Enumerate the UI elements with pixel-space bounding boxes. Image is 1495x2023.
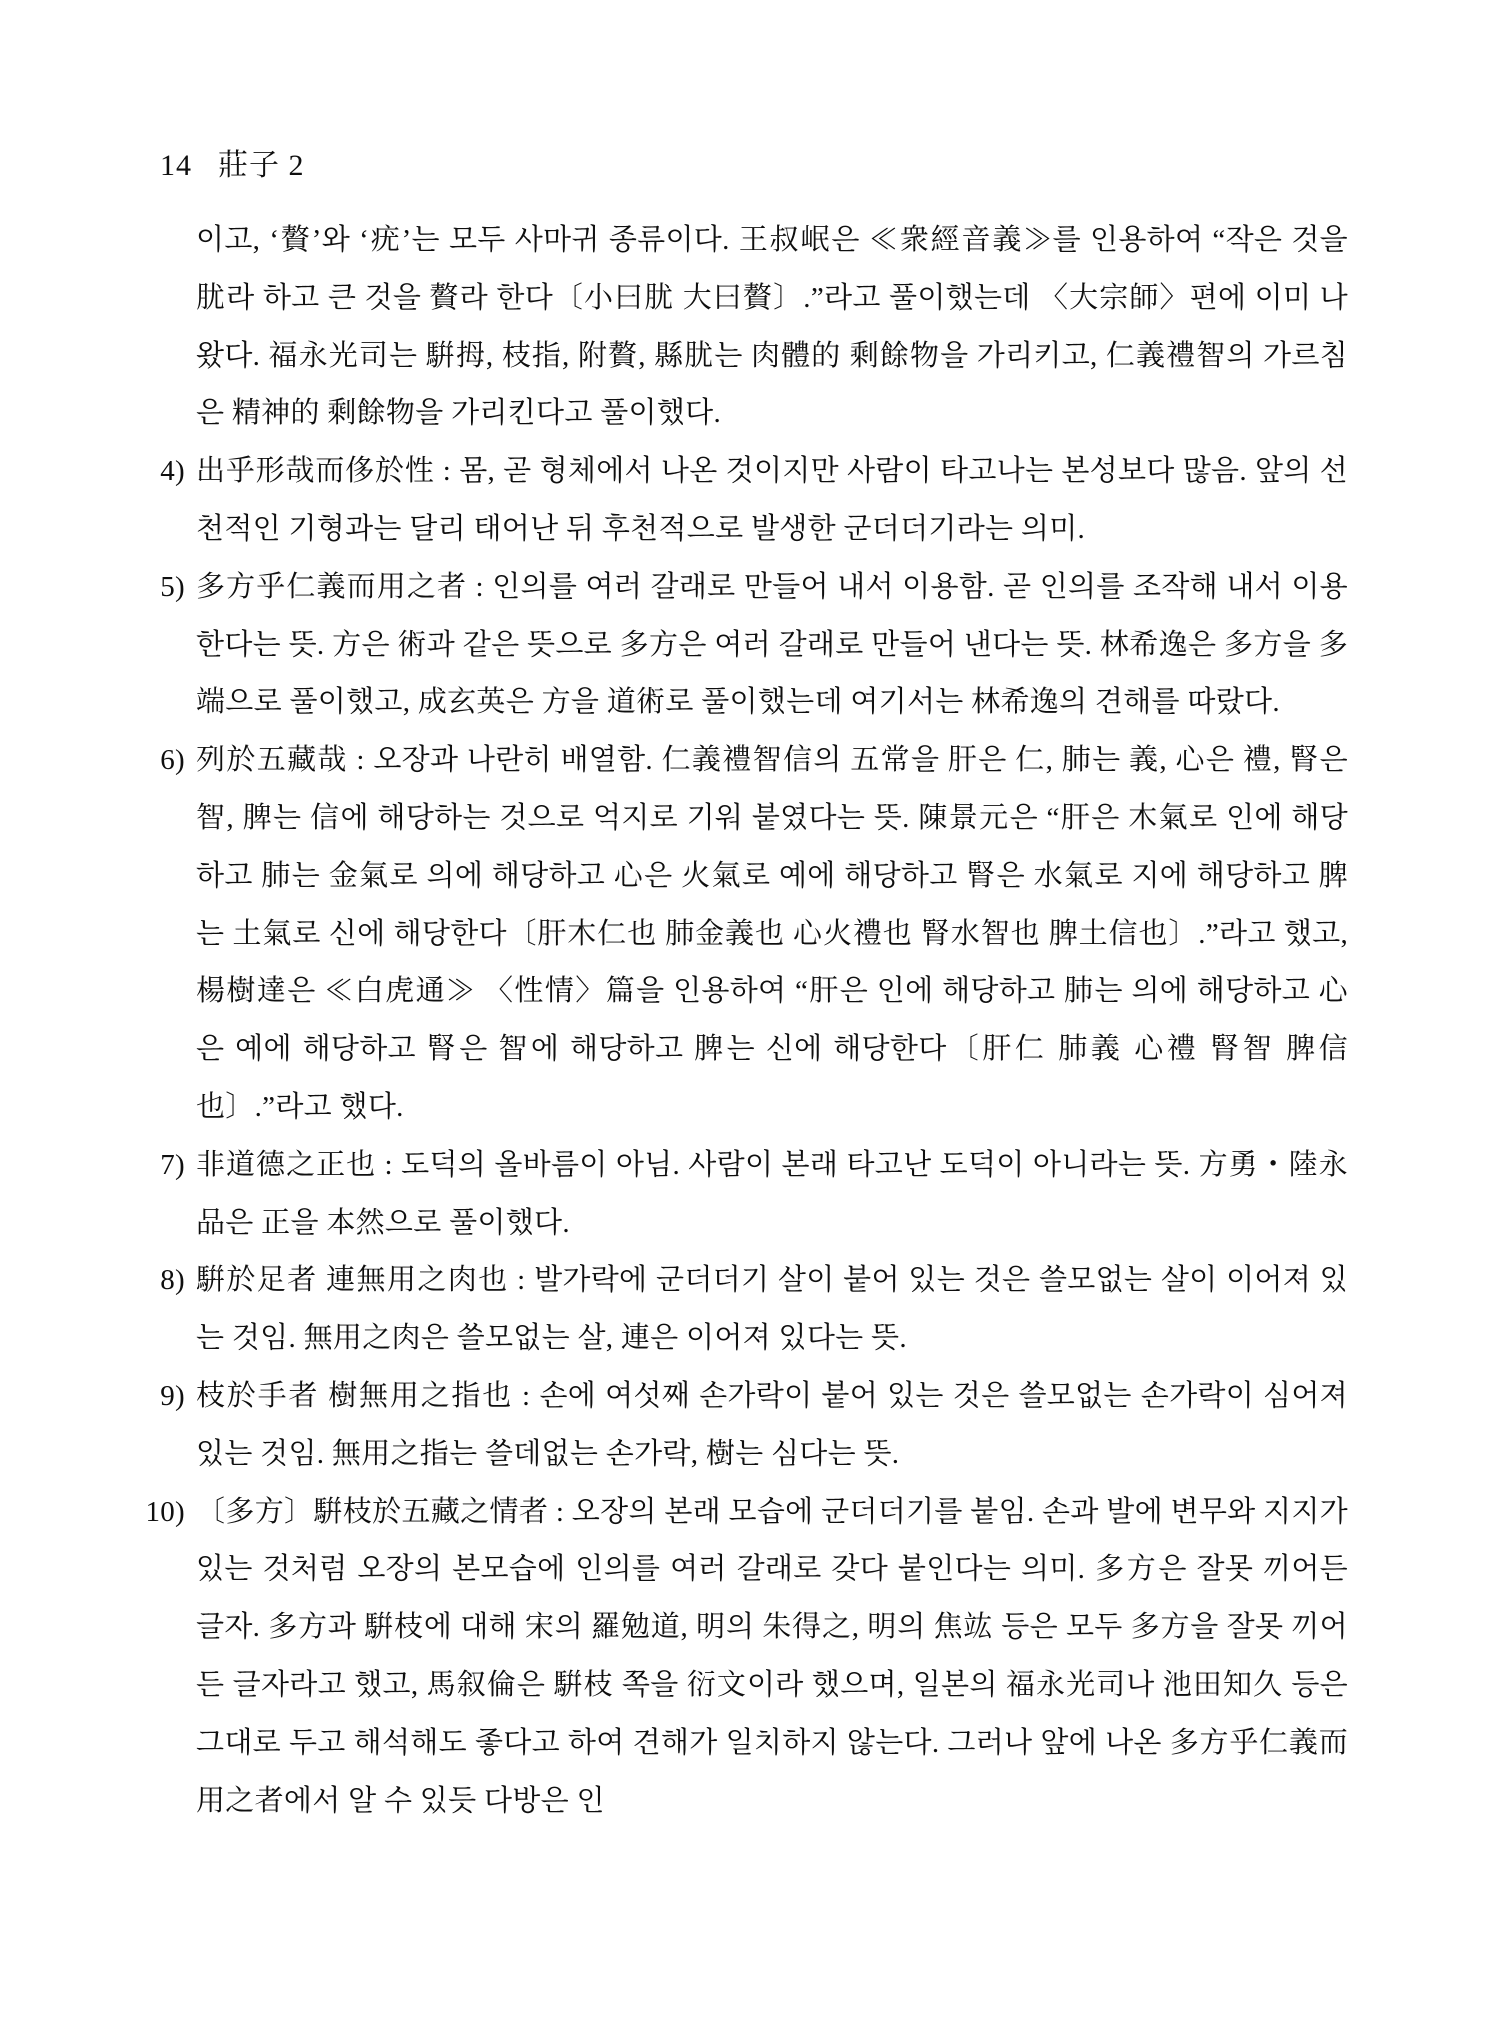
continued-paragraph: [196, 212, 1348, 443]
annotation-number: 7): [160, 1148, 185, 1181]
annotation-number: 4): [160, 455, 185, 488]
annotation-number: 9): [160, 1379, 185, 1412]
annotation-block: [145, 212, 1348, 1830]
annotation-text: 出乎形哉而侈於性 : 몸, 곧 형체에서 나온 것이지만 사람이 타고나는 본성보다 많음. 앞의 선천적인 기형과는 달리 태어난 뒤 후천적으로 발생한 군더더기라는 의미.: [196, 455, 1348, 545]
annotation-item-9: [160, 1368, 1348, 1484]
annotation-text: 騈於足者 連無用之肉也 : 발가락에 군더더기 살이 붙어 있는 것은 쓸모없는 살이 이어져 있는 것임. 無用之肉은 쓸모없는 살, 連은 이어져 있다는 뜻.: [196, 1264, 1348, 1355]
annotation-item-4: [160, 443, 1348, 559]
annotation-number: 10): [145, 1495, 185, 1528]
annotation-text: 非道德之正也 : 도덕의 올바름이 아님. 사람이 본래 타고난 도덕이 아니라는 뜻. 方勇・陸永品은 正을 本然으로 풀이했다.: [196, 1148, 1348, 1239]
annotation-text: 列於五藏哉 : 오장과 나란히 배열함. 仁義禮智信의 五常을 肝은 仁, 肺는 義, 心은 禮, 腎은 智, 脾는 信에 해당하는 것으로 억지로 기워 붙였다는 뜻. 陳景元은 “肝은 木氣로 인에 해당하고 肺는 金氣로 의에 해당하고 心은 火氣로 예에 해당하고 腎은 水氣로 지에 해당하고 脾는 土氣로 신에 해당한다〔肝木仁也 肺金義也 心火禮也 腎水智也 脾土信也〕.”라고 했고, 楊樹達은 ≪白虎通≫ 〈性情〉篇을 인용하여 “肝은 인에 해당하고 肺는 의에 해당하고 心은 예에 해당하고 腎은 智에 해당하고 脾는 신에 해당한다〔肝仁 肺義 心禮 腎智 脾信也〕.”라고 했다.: [196, 744, 1348, 1123]
book-title: 莊子 2: [218, 149, 305, 182]
page-number: 14: [160, 149, 192, 182]
page-header: [160, 140, 305, 184]
annotation-item-7: [160, 1137, 1348, 1253]
annotation-text: 이고, ‘贅’와 ‘疣’는 모두 사마귀 종류이다. 王叔岷은 ≪衆經音義≫를 인용하여 “작은 것을 肬라 하고 큰 것을 贅라 한다〔小曰肬 大曰贅〕.”라고 풀이했는데 〈大宗師〉편에 이미 나왔다. 福永光司는 騈拇, 枝指, 附贅, 縣肬는 肉體的 剩餘物을 가리키고, 仁義禮智의 가르침은 精神的 剩餘物을 가리킨다고 풀이했다.: [196, 224, 1348, 430]
annotation-text: 枝於手者 樹無用之指也 : 손에 여섯째 손가락이 붙어 있는 것은 쓸모없는 손가락이 심어져 있는 것임. 無用之指는 쓸데없는 손가락, 樹는 심다는 뜻.: [196, 1379, 1348, 1470]
annotation-text: 〔多方〕騈枝於五藏之情者 : 오장의 본래 모습에 군더더기를 붙임. 손과 발에 변무와 지지가 있는 것처럼 오장의 본모습에 인의를 여러 갈래로 갖다 붙인다는 의미. 多方은 잘못 끼어든 글자. 多方과 騈枝에 대해 宋의 羅勉道, 明의 朱得之, 明의 焦竑 등은 모두 多方을 잘못 끼어든 글자라고 했고, 馬叙倫은 騈枝 쪽을 衍文이라 했으며, 일본의 福永光司나 池田知久 등은 그대로 두고 해석해도 좋다고 하여 견해가 일치하지 않는다. 그러나 앞에 나온 多方乎仁義而用之者에서 알 수 있듯 다방은 인: [196, 1495, 1348, 1817]
annotation-number: 8): [160, 1264, 185, 1297]
annotation-number: 6): [160, 744, 185, 777]
annotation-item-5: [160, 559, 1348, 732]
annotation-item-6: [160, 732, 1348, 1137]
annotation-text: 多方乎仁義而用之者 : 인의를 여러 갈래로 만들어 내서 이용함. 곧 인의를 조작해 내서 이용한다는 뜻. 方은 術과 같은 뜻으로 多方은 여러 갈래로 만들어 낸다는 뜻. 林希逸은 多方을 多端으로 풀이했고, 成玄英은 方을 道術로 풀이했는데 여기서는 林希逸의 견해를 따랐다.: [196, 570, 1348, 719]
annotation-item-10: [145, 1484, 1348, 1831]
annotation-item-8: [160, 1252, 1348, 1368]
annotation-number: 5): [160, 570, 185, 603]
